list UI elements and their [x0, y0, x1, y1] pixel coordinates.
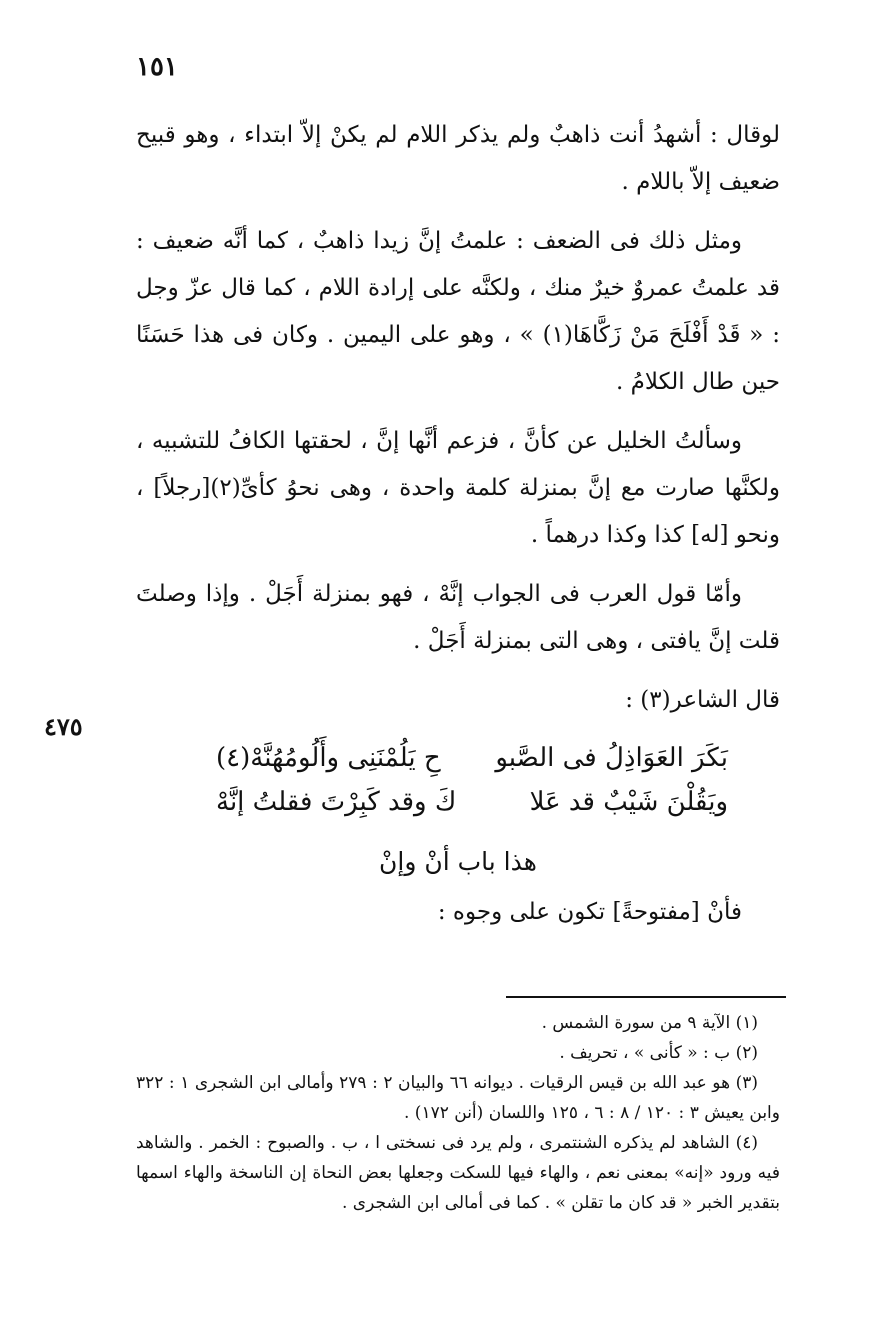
footnote-3: (٣) هو عبد الله بن قيس الرقيات . ديوانه ٦٦ والبيان ٢ : ٢٧٩ وأمالى ابن الشجرى ١ : ٣٢٢ وابن يعيش ٣ : ١٢٠ / ٨ : ٦ ، ١٢٥ واللسان (أنن ١٧٢) . [136, 1073, 780, 1123]
footnote-2: (٢) ب : « كأنى » ، تحريف . [559, 1043, 758, 1063]
paragraph-1: لوقال : أشهدُ أنت ذاهبٌ ولم يذكر اللام لم يكنْ إلاّ ابتداء ، وهو قبيح ضعيف إلاّ باللام . [136, 122, 780, 195]
footnote-1: (١) الآية ٩ من سورة الشمس . [541, 1013, 758, 1033]
verse-line [136, 780, 780, 824]
hemistich-first: بَكَرَ العَوَاذِلُ فى الصَّبو [495, 743, 728, 773]
hemistich-second: كَ وقد كَبِرْتَ فقلتُ إنَّهْ [216, 787, 457, 817]
paragraph-2: ومثل ذلك فى الضعف : علمتُ إنَّ زيدا ذاهبٌ ، كما أنَّه ضعيف : قد علمتُ عمروٌ خيرٌ منك ، ولكنَّه على إرادة اللام ، كما قال عزّ وجل : « قَدْ أَفْلَحَ مَنْ زَكَّاهَا(١) » ، وهو على اليمين . وكان فى هذا حَسَنًا حين طال الكلامُ . [136, 228, 780, 395]
margin-page-number: ٤٧٥ [44, 712, 83, 741]
poet-intro: قال الشاعر(٣) : [625, 687, 780, 713]
main-text [136, 112, 780, 948]
poem [136, 736, 780, 824]
page-number: ١٥١ [136, 52, 178, 82]
footnote-4: (٤) الشاهد لم يذكره الشنتمرى ، ولم يرد فى نسختى ا ، ب . والصبوح : الخمر . والشاهد فيه ورود «إنه» بمعنى نعم ، والهاء فيها للسكت وجعلها بعض النحاة إن الناسخة والهاء اسمها بتقدير الخبر « قد كان ما تقلن » . كما فى أمالى ابن الشجرى . [136, 1133, 780, 1213]
footnote-divider [506, 996, 786, 998]
paragraph-6: فأنْ [مفتوحةً] تكون على وجوه : [437, 899, 742, 925]
verse-line [136, 736, 780, 780]
hemistich-second: حِ يَلُمْنَنِى وأَلُومُهُنَّهْ(٤) [216, 743, 441, 773]
paragraph-3: وسألتُ الخليل عن كأنَّ ، فزعم أنَّها إنَّ ، لحقتها الكافُ للتشبيه ، ولكنَّها صارت مع إنَّ بمنزلة كلمة واحدة ، وهى نحوُ كأىِّ(٢)[رجلاً] ، ونحو [له] كذا وكذا درهماً . [136, 428, 781, 548]
hemistich-first: ويَقُلْنَ شَيْبٌ قد عَلا [529, 787, 728, 817]
paragraph-4: وأمّا قول العرب فى الجواب إنَّهْ ، فهو بمنزلة أَجَلْ . وإذا وصلتَ قلت إنَّ يافتى ، وهى التى بمنزلة أَجَلْ . [136, 581, 780, 654]
chapter-title: هذا باب أنْ وإنْ [379, 847, 537, 876]
footnotes [136, 1008, 780, 1218]
